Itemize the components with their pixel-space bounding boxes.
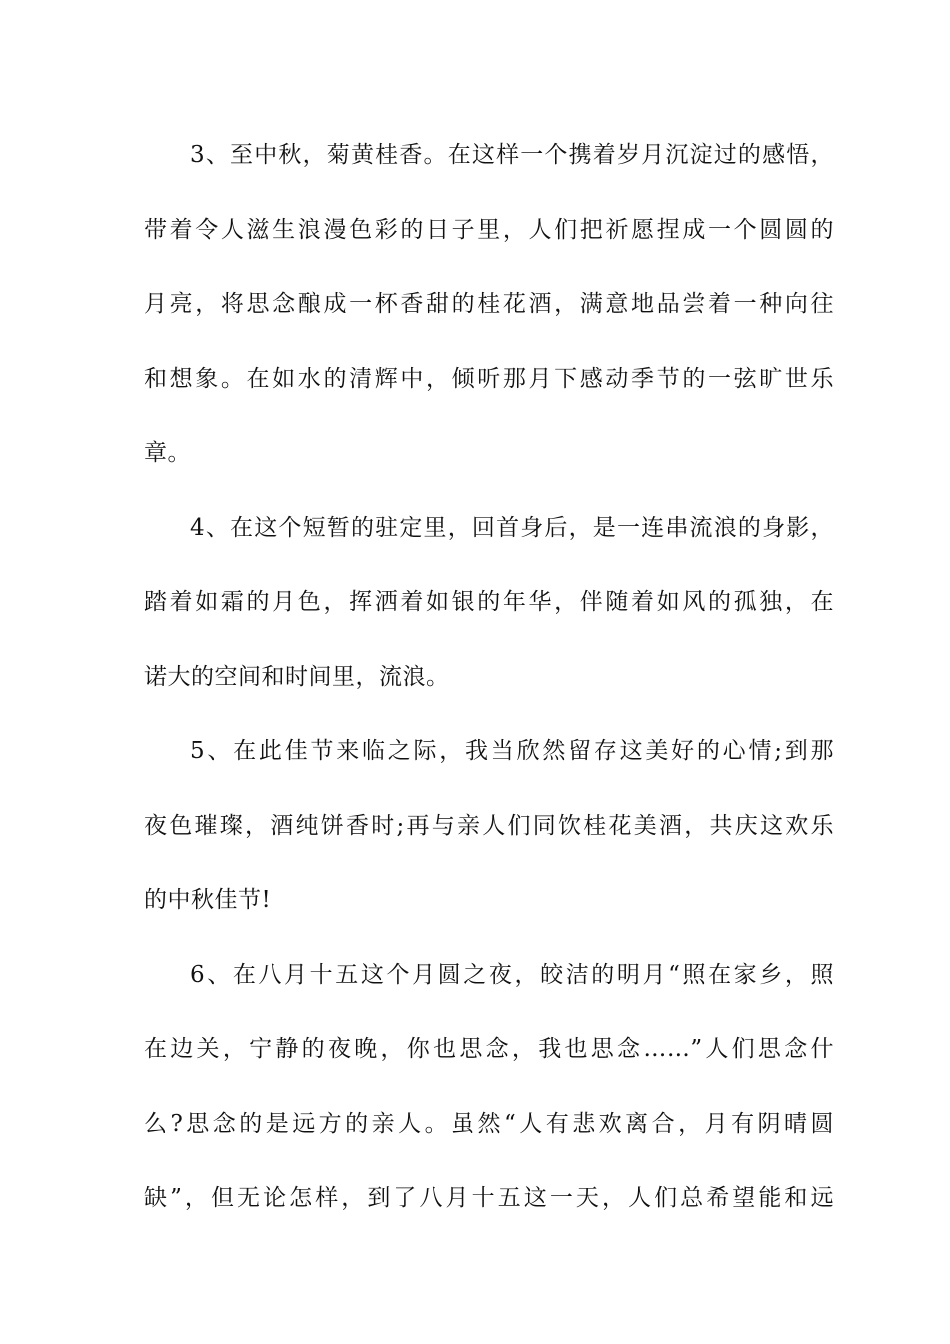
paragraph-3 xyxy=(144,118,834,491)
paragraph-4 xyxy=(144,491,834,715)
text-line: 的中秋佳节! xyxy=(144,887,272,913)
text-line: 5、在此佳节来临之际，我当欣然留存这美好的心情;到那 xyxy=(190,738,834,764)
text-line: 么?思念的是远方的亲人。虽然“人有悲欢离合，月有阴晴圆 xyxy=(144,1110,834,1137)
text-line: 在边关，宁静的夜晚，你也思念，我也思念……”人们思念什 xyxy=(144,1036,834,1062)
document-body xyxy=(144,118,834,1236)
text-line: 4、在这个短暂的驻定里，回首身后，是一连串流浪的身影， xyxy=(190,514,834,541)
text-line: 诺大的空间和时间里，流浪。 xyxy=(144,663,450,690)
text-line: 6、在八月十五这个月圆之夜，皎洁的明月“照在家乡，照 xyxy=(190,961,834,988)
text-line: 章。 xyxy=(144,440,191,466)
paragraph-6 xyxy=(144,938,834,1236)
text-line: 月亮，将思念酿成一杯香甜的桂花酒，满意地品尝着一种向往 xyxy=(144,291,834,317)
text-line: 踏着如霜的月色，挥洒着如银的年华，伴随着如风的孤独，在 xyxy=(144,589,834,615)
text-line: 和想象。在如水的清辉中，倾听那月下感动季节的一弦旷世乐 xyxy=(144,365,834,392)
text-line: 3、至中秋，菊黄桂香。在这样一个携着岁月沉淀过的感悟， xyxy=(190,142,834,168)
text-line: 夜色璀璨，酒纯饼香时;再与亲人们同饮桂花美酒，共庆这欢乐 xyxy=(144,812,834,839)
text-line: 缺”，但无论怎样，到了八月十五这一天，人们总希望能和远 xyxy=(144,1185,834,1211)
paragraph-5 xyxy=(144,714,834,938)
text-line: 带着令人滋生浪漫色彩的日子里，人们把祈愿捏成一个圆圆的 xyxy=(144,216,834,243)
